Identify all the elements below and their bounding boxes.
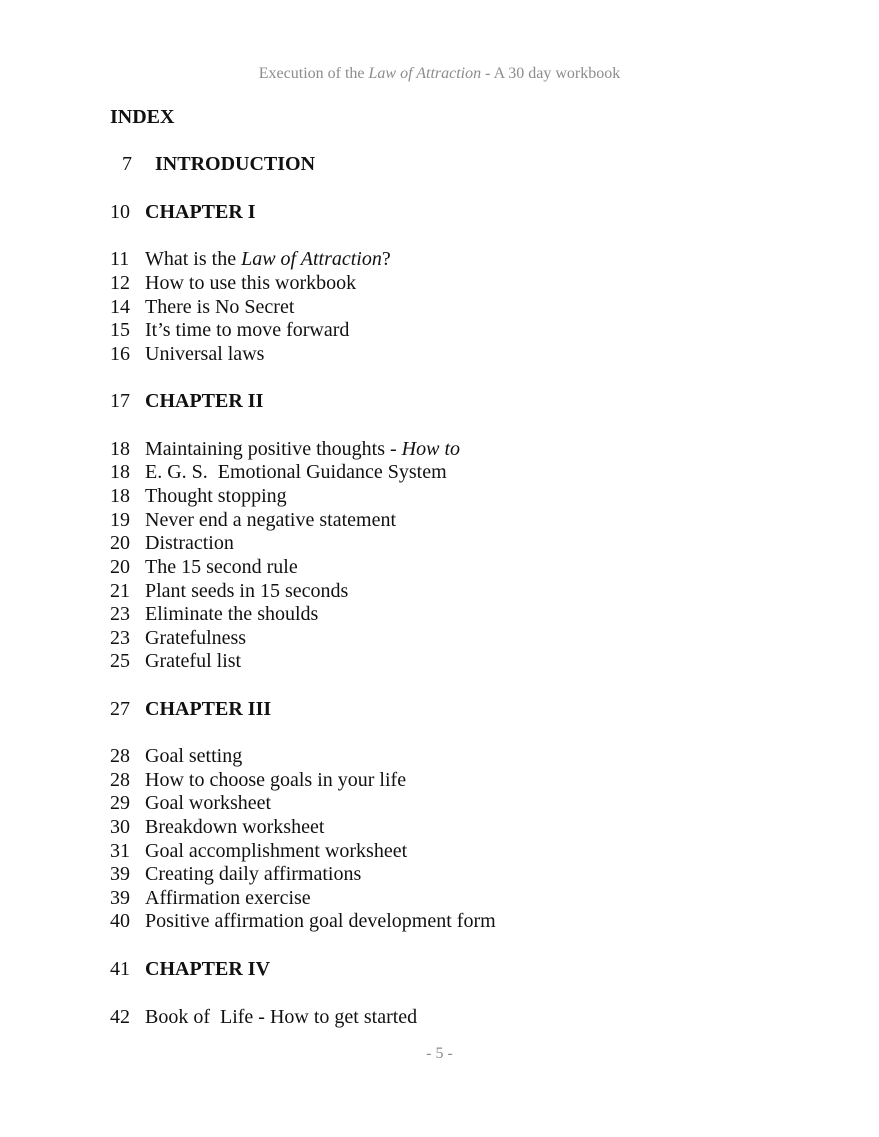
entry-title-prefix: What is the — [145, 248, 242, 270]
entry-title-suffix: ? — [381, 248, 391, 270]
index-entry — [110, 483, 287, 509]
entry-page-number: 23 — [110, 627, 130, 649]
entry-page-number: 7 — [122, 153, 132, 175]
index-entry — [110, 601, 318, 627]
index-entry — [110, 530, 234, 556]
running-header — [0, 63, 879, 85]
header-suffix: - A 30 day workbook — [481, 65, 621, 82]
index-entry — [110, 554, 298, 580]
entry-title: Goal accomplishment worksheet — [145, 840, 408, 862]
entry-page-number: 31 — [110, 840, 130, 862]
index-entry-chapter-4 — [110, 956, 270, 982]
entry-page-number: 18 — [110, 461, 130, 483]
index-entry — [110, 814, 324, 840]
entry-title: Gratefulness — [145, 627, 247, 649]
entry-page-number: 40 — [110, 910, 130, 932]
header-prefix: Execution of the — [258, 65, 369, 82]
entry-title: Thought stopping — [145, 485, 287, 507]
entry-title: CHAPTER IV — [145, 958, 271, 980]
entry-page-number: 10 — [110, 201, 130, 223]
entry-page-number: 20 — [110, 556, 130, 578]
entry-title: Breakdown worksheet — [145, 816, 325, 838]
entry-title: Goal setting — [145, 745, 243, 767]
entry-title: Creating daily affirmations — [145, 863, 362, 885]
entry-page-number: 42 — [110, 1006, 130, 1028]
entry-title — [145, 438, 460, 460]
entry-page-number: 28 — [110, 769, 130, 791]
entry-page-number: 18 — [110, 485, 130, 507]
entry-title: Never end a negative statement — [145, 509, 396, 531]
entry-title: There is No Secret — [145, 296, 295, 318]
entry-title: CHAPTER I — [145, 201, 256, 223]
page-number-footer: - 5 - — [426, 1045, 453, 1062]
index-entry — [110, 743, 242, 769]
header-italic-title: Law of Attraction — [368, 65, 482, 82]
index-entry-introduction — [110, 151, 315, 177]
index-entry-chapter-1 — [110, 199, 256, 225]
entry-title: Goal worksheet — [145, 792, 272, 814]
entry-page-number: 12 — [110, 272, 130, 294]
entry-page-number: 11 — [110, 248, 130, 270]
index-entry — [110, 1004, 417, 1030]
entry-title: Book of Life - How to get started — [145, 1006, 418, 1028]
index-entry — [110, 317, 349, 343]
entry-page-number: 21 — [110, 580, 130, 602]
entry-page-number: 20 — [110, 532, 130, 554]
entry-title: How to choose goals in your life — [145, 769, 407, 791]
entry-title — [145, 248, 391, 270]
entry-title-italic: How to — [401, 438, 460, 460]
entry-title: It’s time to move forward — [145, 319, 350, 341]
index-heading: INDEX — [110, 106, 175, 128]
index-entry — [110, 790, 271, 816]
index-entry-chapter-3 — [110, 696, 271, 722]
entry-page-number: 39 — [110, 887, 130, 909]
entry-title: E. G. S. Emotional Guidance System — [145, 461, 447, 483]
index-entry — [110, 246, 391, 272]
index-entry — [110, 908, 496, 934]
entry-title: Positive affirmation goal development form — [145, 910, 496, 932]
entry-page-number: 39 — [110, 863, 130, 885]
entry-title: Affirmation exercise — [145, 887, 311, 909]
entry-title-italic: Law of Attraction — [241, 248, 382, 270]
entry-page-number: 41 — [110, 958, 130, 980]
index-entry — [110, 861, 361, 887]
entry-page-number: 25 — [110, 650, 130, 672]
entry-page-number: 19 — [110, 509, 130, 531]
entry-title: The 15 second rule — [145, 556, 298, 578]
entry-page-number: 30 — [110, 816, 130, 838]
entry-title: INTRODUCTION — [155, 153, 316, 175]
index-entry-chapter-2 — [110, 388, 263, 414]
entry-title: CHAPTER III — [145, 698, 272, 720]
entry-title: Distraction — [145, 532, 234, 554]
entry-title: Grateful list — [145, 650, 242, 672]
entry-page-number: 16 — [110, 343, 130, 365]
entry-page-number: 27 — [110, 698, 130, 720]
entry-page-number: 17 — [110, 390, 130, 412]
entry-title: CHAPTER II — [145, 390, 264, 412]
entry-page-number: 29 — [110, 792, 130, 814]
entry-title: Universal laws — [145, 343, 265, 365]
entry-title: Plant seeds in 15 seconds — [145, 580, 349, 602]
entry-page-number: 28 — [110, 745, 130, 767]
index-entry — [110, 341, 264, 367]
entry-page-number: 15 — [110, 319, 130, 341]
index-entry — [110, 459, 447, 485]
entry-title: Eliminate the shoulds — [145, 603, 319, 625]
entry-page-number: 18 — [110, 438, 130, 460]
entry-page-number: 14 — [110, 296, 130, 318]
entry-page-number: 23 — [110, 603, 130, 625]
index-entry — [110, 648, 241, 674]
entry-title: How to use this workbook — [145, 272, 357, 294]
index-entry — [110, 270, 356, 296]
entry-title-prefix: Maintaining positive thoughts - — [145, 438, 402, 460]
